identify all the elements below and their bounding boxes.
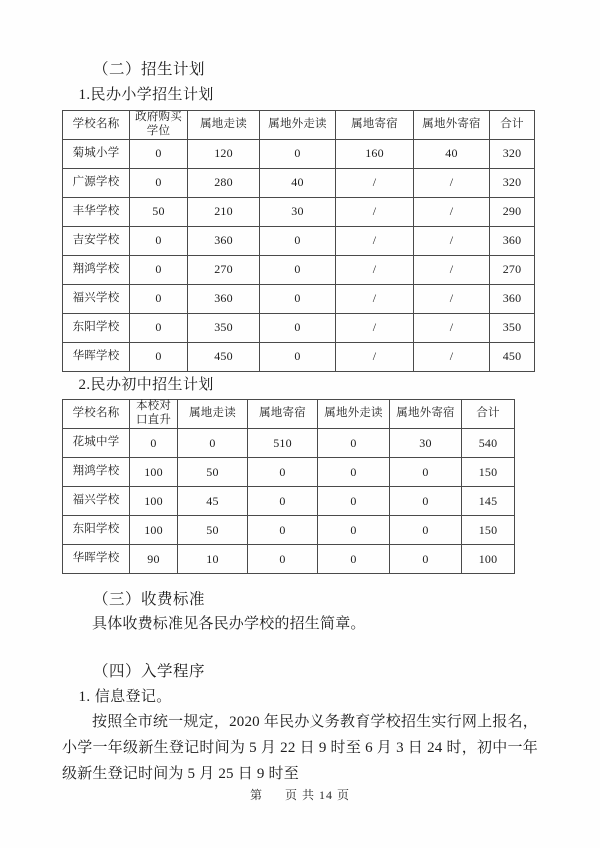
cell-local-day: 0: [178, 429, 248, 458]
cell-local-board: 0: [248, 458, 318, 487]
cell-school-name: 东阳学校: [63, 313, 130, 342]
cell-local-day: 360: [188, 226, 260, 255]
cell-total: 320: [490, 139, 535, 168]
cell-gov-purchase: 0: [130, 313, 188, 342]
cell-total: 540: [462, 429, 515, 458]
cell-gov-purchase: 50: [130, 197, 188, 226]
cell-nonlocal-board: /: [414, 197, 490, 226]
footer-prefix: 第: [249, 788, 263, 802]
junior-school-plan-table: [62, 399, 515, 574]
junior-plan-body: [63, 429, 515, 574]
primary-plan-body: [63, 139, 535, 371]
cell-total: 150: [462, 458, 515, 487]
cell-nonlocal-day: 0: [318, 429, 390, 458]
col-header-school-name: 学校名称: [63, 110, 130, 139]
cell-local-board: 0: [248, 487, 318, 516]
cell-direct-promote: 100: [130, 458, 178, 487]
procedure-item-1-title: 1. 信息登记。: [78, 688, 172, 705]
col-header-local-day: 属地走读: [178, 400, 248, 429]
cell-total: 100: [462, 545, 515, 574]
cell-local-day: 210: [188, 197, 260, 226]
cell-nonlocal-day: 0: [318, 487, 390, 516]
cell-nonlocal-day: 0: [260, 313, 336, 342]
primary-school-plan-table: [62, 110, 535, 372]
page-footer: [0, 786, 600, 803]
col-header-local-day: 属地走读: [188, 110, 260, 139]
cell-gov-purchase: 0: [130, 284, 188, 313]
subheading-primary-plan: 1.民办小学招生计划: [78, 87, 214, 104]
cell-local-day: 350: [188, 313, 260, 342]
cell-local-day: 50: [178, 516, 248, 545]
table-row: [63, 342, 535, 371]
col-header-total: 合计: [462, 400, 515, 429]
table-row: [63, 168, 535, 197]
col-header-nonlocal-day: 属地外走读: [318, 400, 390, 429]
cell-local-day: 450: [188, 342, 260, 371]
col-header-direct-promote: 本校对口直升: [130, 400, 178, 429]
cell-local-day: 120: [188, 139, 260, 168]
cell-local-day: 360: [188, 284, 260, 313]
cell-nonlocal-board: /: [414, 255, 490, 284]
cell-nonlocal-board: 0: [390, 516, 462, 545]
fees-body-text: 具体收费标准见各民办学校的招生简章。: [92, 616, 366, 633]
cell-nonlocal-board: 0: [390, 545, 462, 574]
table-header-row: [63, 400, 515, 429]
cell-nonlocal-board: /: [414, 226, 490, 255]
cell-direct-promote: 90: [130, 545, 178, 574]
table-row: [63, 255, 535, 284]
col-header-school-name: 学校名称: [63, 400, 130, 429]
spacer: [62, 574, 538, 588]
cell-local-day: 270: [188, 255, 260, 284]
cell-nonlocal-board: /: [414, 168, 490, 197]
cell-nonlocal-day: 0: [318, 545, 390, 574]
table-row: [63, 516, 515, 545]
cell-local-board: 0: [248, 545, 318, 574]
cell-total: 320: [490, 168, 535, 197]
col-header-nonlocal-board: 属地外寄宿: [390, 400, 462, 429]
cell-total: 290: [490, 197, 535, 226]
cell-nonlocal-day: 0: [260, 284, 336, 313]
cell-total: 350: [490, 313, 535, 342]
cell-school-name: 福兴学校: [63, 487, 130, 516]
cell-school-name: 翔鸿学校: [63, 458, 130, 487]
col-header-nonlocal-day: 属地外走读: [260, 110, 336, 139]
cell-nonlocal-day: 0: [260, 255, 336, 284]
cell-local-board: /: [336, 342, 414, 371]
table-row: [63, 545, 515, 574]
cell-local-board: /: [336, 284, 414, 313]
cell-total: 150: [462, 516, 515, 545]
footer-suffix: 页: [337, 788, 351, 802]
cell-local-board: 160: [336, 139, 414, 168]
cell-nonlocal-board: /: [414, 342, 490, 371]
page-content: [62, 58, 538, 788]
cell-gov-purchase: 0: [130, 342, 188, 371]
cell-school-name: 华晖学校: [63, 545, 130, 574]
cell-nonlocal-board: 30: [390, 429, 462, 458]
table-row: [63, 458, 515, 487]
cell-direct-promote: 100: [130, 487, 178, 516]
col-header-gov-purchase: 政府购买学位: [130, 110, 188, 139]
col-header-local-board: 属地寄宿: [336, 110, 414, 139]
cell-gov-purchase: 0: [130, 226, 188, 255]
footer-middle: 页 共: [284, 788, 315, 802]
col-header-local-board: 属地寄宿: [248, 400, 318, 429]
cell-nonlocal-day: 0: [260, 226, 336, 255]
cell-local-board: /: [336, 197, 414, 226]
footer-total-pages: 14: [319, 788, 333, 802]
cell-school-name: 东阳学校: [63, 516, 130, 545]
cell-total: 145: [462, 487, 515, 516]
cell-total: 270: [490, 255, 535, 284]
cell-nonlocal-board: 40: [414, 139, 490, 168]
cell-local-board: /: [336, 226, 414, 255]
cell-gov-purchase: 0: [130, 139, 188, 168]
section-heading-fees: （三）收费标准: [93, 591, 206, 609]
cell-local-day: 50: [178, 458, 248, 487]
cell-total: 360: [490, 226, 535, 255]
section-heading-procedure: （四）入学程序: [93, 662, 206, 680]
cell-school-name: 花城中学: [63, 429, 130, 458]
cell-local-board: /: [336, 255, 414, 284]
table-row: [63, 313, 535, 342]
table-row: [63, 139, 535, 168]
cell-local-day: 10: [178, 545, 248, 574]
cell-nonlocal-board: /: [414, 284, 490, 313]
cell-local-board: /: [336, 313, 414, 342]
spacer: [62, 638, 538, 660]
cell-school-name: 广源学校: [63, 168, 130, 197]
section-heading-enrollment-plan: （二）招生计划: [93, 61, 206, 78]
cell-school-name: 丰华学校: [63, 197, 130, 226]
table-row: [63, 197, 535, 226]
table-row: [63, 429, 515, 458]
cell-school-name: 吉安学校: [63, 226, 130, 255]
table-row: [63, 226, 535, 255]
cell-total: 360: [490, 284, 535, 313]
cell-direct-promote: 100: [130, 516, 178, 545]
cell-school-name: 翔鸿学校: [63, 255, 130, 284]
cell-nonlocal-board: 0: [390, 458, 462, 487]
cell-nonlocal-day: 0: [260, 139, 336, 168]
cell-local-board: 510: [248, 429, 318, 458]
cell-nonlocal-day: 30: [260, 197, 336, 226]
table-row: [63, 284, 535, 313]
cell-nonlocal-day: 0: [260, 342, 336, 371]
cell-school-name: 福兴学校: [63, 284, 130, 313]
table-row: [63, 487, 515, 516]
table-header-row: [63, 110, 535, 139]
col-header-nonlocal-board: 属地外寄宿: [414, 110, 490, 139]
cell-local-day: 45: [178, 487, 248, 516]
cell-direct-promote: 0: [130, 429, 178, 458]
cell-local-board: /: [336, 168, 414, 197]
subheading-junior-plan: 2.民办初中招生计划: [78, 376, 214, 393]
cell-gov-purchase: 0: [130, 255, 188, 284]
cell-local-day: 280: [188, 168, 260, 197]
procedure-item-1-body: 按照全市统一规定，2020 年民办义务教育学校招生实行网上报名，小学一年级新生登记时间为 5 月 22 日 9 时至 6 月 3 日 24 时，初中一年级新生登记时间为 5 月 25 日 9 时至: [62, 714, 538, 782]
cell-nonlocal-board: 0: [390, 487, 462, 516]
cell-nonlocal-day: 0: [318, 516, 390, 545]
cell-gov-purchase: 0: [130, 168, 188, 197]
cell-nonlocal-board: /: [414, 313, 490, 342]
col-header-total: 合计: [490, 110, 535, 139]
cell-total: 450: [490, 342, 535, 371]
cell-nonlocal-day: 0: [318, 458, 390, 487]
cell-school-name: 华晖学校: [63, 342, 130, 371]
cell-school-name: 菊城小学: [63, 139, 130, 168]
cell-local-board: 0: [248, 516, 318, 545]
cell-nonlocal-day: 40: [260, 168, 336, 197]
